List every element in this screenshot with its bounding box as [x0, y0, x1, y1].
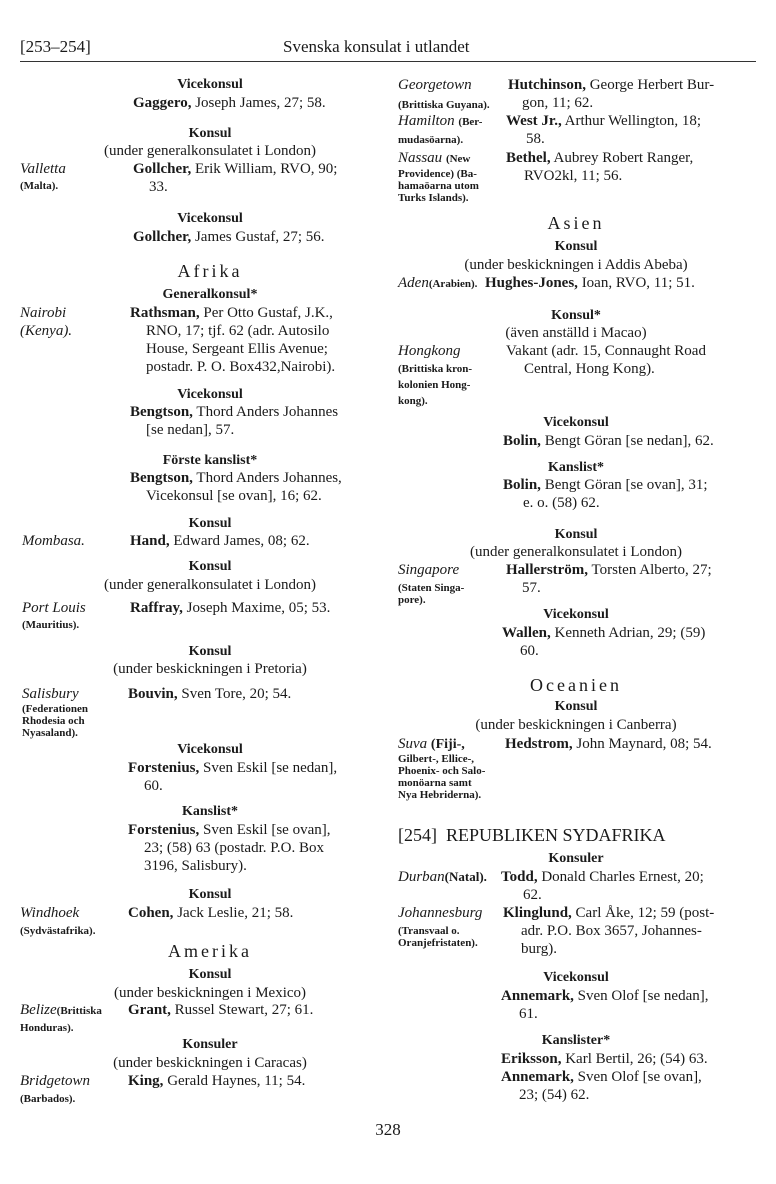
- entry-annemark-1: Annemark, Sven Olof [se nedan], 61.: [501, 988, 709, 1022]
- section-title: REPUBLIKEN SYDAFRIKA: [446, 825, 666, 845]
- entry-todd: Todd, Donald Charles Ernest, 20; 62.: [501, 869, 704, 903]
- location-hamilton: Hamilton (Ber-: [398, 113, 483, 129]
- entry-annemark-2: Annemark, Sven Olof [se ovan], 23; (54) 62.: [501, 1069, 702, 1103]
- page-range: [253–254]: [20, 37, 91, 56]
- entry-vakant: Vakant (adr. 15, Connaught Road Central, Hong Kong).: [506, 343, 706, 377]
- location-windhoek: Windhoek (Sydvästafrika).: [20, 905, 96, 937]
- heading-konsul: Konsul: [188, 516, 232, 531]
- entry-bolin-1: Bolin, Bengt Göran [se nedan], 62.: [503, 433, 714, 449]
- entry-forstenius-2: Forstenius, Sven Eskil [se ovan], 23; (58) 63 (postadr. P.O. Box 3196, Salisbury).: [128, 822, 331, 874]
- heading-vicekonsul: Vicekonsul: [543, 970, 609, 985]
- entry-raffray: Raffray, Joseph Maxime, 05; 53.: [130, 600, 331, 616]
- heading-konsul: Konsul: [188, 887, 232, 902]
- location-georgetown: Georgetown: [398, 77, 472, 93]
- entry-hand: Hand, Edward James, 08; 62.: [130, 533, 310, 549]
- entry-rathsman: Rathsman, Per Otto Gustaf, J.K., RNO, 17; tjf. 62 (adr. Autosilo House, Sergeant Ellis Avenue; postadr. P. O. Box432,Nairobi).: [130, 305, 336, 375]
- region-heading-afrika: Afrika: [177, 261, 243, 281]
- heading-kanslister: Kanslister*: [541, 1033, 611, 1048]
- heading-vicekonsul: Vicekonsul: [543, 415, 609, 430]
- entry-gollcher-james: Gollcher, James Gustaf, 27; 56.: [133, 229, 325, 245]
- heading-konsul: Konsul: [554, 699, 598, 714]
- entry-bethel: Bethel, Aubrey Robert Ranger, RVO2kl, 11; 56.: [506, 150, 694, 184]
- subordination-note: (under beskickningen i Caracas): [113, 1055, 307, 1071]
- location-mombasa: Mombasa.: [22, 533, 85, 549]
- location-hongkong: Hongkong (Brittiska kron- kolonien Hong- kong).: [398, 343, 473, 407]
- section-254: [398, 826, 666, 844]
- subordination-note: (under beskickningen i Pretoria): [113, 661, 307, 677]
- entry-bengtson-2: Bengtson, Thord Anders Johannes, Vicekonsul [se ovan], 16; 62.: [130, 470, 342, 504]
- heading-kanslist: Kanslist*: [547, 460, 604, 475]
- heading-konsul: Konsul: [554, 239, 598, 254]
- heading-konsul: Konsul: [554, 527, 598, 542]
- region-heading-amerika: Amerika: [168, 941, 252, 961]
- entry-hutchinson: Hutchinson, George Herbert Bur- gon, 11; 62.: [508, 77, 715, 111]
- heading-vicekonsul: Vicekonsul: [177, 742, 243, 757]
- entry-gollcher-erik: Gollcher, Erik William, RVO, 90; 33.: [133, 161, 338, 195]
- heading-konsul: Konsul*: [551, 308, 601, 323]
- heading-vicekonsul: Vicekonsul: [177, 387, 243, 402]
- header-rule: [20, 61, 756, 62]
- heading-konsul: Konsul: [188, 559, 232, 574]
- entry-gaggero: Gaggero, Joseph James, 27; 58.: [133, 95, 326, 111]
- location-durban: Durban(Natal).: [398, 869, 487, 885]
- heading-konsul: Konsul: [188, 126, 232, 141]
- subordination-note: (under generalkonsulatet i London): [103, 143, 316, 159]
- location-nairobi: Nairobi (Kenya).: [20, 305, 73, 339]
- location-salisbury: Salisbury (Federationen Rhodesia och Nyasaland).: [22, 686, 88, 739]
- heading-forste-kanslist: Förste kanslist*: [162, 453, 258, 468]
- region-heading-asien: Asien: [547, 213, 605, 233]
- location-nassau: Nassau (New: [398, 150, 471, 166]
- entry-bolin-2: Bolin, Bengt Göran [se ovan], 31; e. o. (58) 62.: [503, 477, 708, 511]
- subordination-note: (under generalkonsulatet i London): [469, 544, 682, 560]
- location-belize-note: Honduras).: [20, 1022, 74, 1034]
- location-aden: Aden(Arabien).: [398, 275, 478, 291]
- subordination-note: (även anställd i Macao): [505, 325, 647, 341]
- heading-konsul: Konsul: [188, 644, 232, 659]
- location-suva: Suva (Fiji-,: [398, 736, 465, 752]
- entry-eriksson: Eriksson, Karl Bertil, 26; (54) 63.: [501, 1051, 708, 1067]
- section-number: [254]: [398, 825, 437, 845]
- location-nassau-note: Providence) (Ba- hamaöarna utom Turks Islands).: [398, 168, 479, 204]
- entry-wallen: Wallen, Kenneth Adrian, 29; (59) 60.: [502, 625, 706, 659]
- location-belize: Belize(Brittiska: [20, 1002, 102, 1018]
- location-bridgetown: Bridgetown (Barbados).: [20, 1073, 90, 1105]
- entry-forstenius-1: Forstenius, Sven Eskil [se nedan], 60.: [128, 760, 338, 794]
- entry-grant: Grant, Russel Stewart, 27; 61.: [128, 1002, 314, 1018]
- entry-king: King, Gerald Haynes, 11; 54.: [128, 1073, 306, 1089]
- location-hamilton-note: mudasöarna).: [398, 134, 464, 146]
- heading-vicekonsul: Vicekonsul: [543, 607, 609, 622]
- entry-bengtson-1: Bengtson, Thord Anders Johannes [se nedan], 57.: [130, 404, 339, 438]
- subordination-note: (under generalkonsulatet i London): [103, 577, 316, 593]
- location-valletta: Valletta (Malta).: [20, 161, 66, 192]
- entry-klinglund: Klinglund, Carl Åke, 12; 59 (post- adr. P.O. Box 3657, Johannes- burg).: [503, 905, 715, 957]
- heading-vicekonsul: Vicekonsul: [177, 211, 243, 226]
- subordination-note: (under beskickningen i Mexico): [113, 985, 307, 1001]
- page-number: 328: [375, 1120, 401, 1139]
- running-title: Svenska konsulat i utlandet: [283, 37, 470, 56]
- subordination-note: (under beskickningen i Addis Abeba): [464, 257, 688, 273]
- heading-konsuler: Konsuler: [182, 1037, 238, 1052]
- region-heading-oceanien: Oceanien: [530, 675, 622, 695]
- entry-hughes-jones: Hughes-Jones, Ioan, RVO, 11; 51.: [485, 275, 695, 291]
- heading-vicekonsul: Vicekonsul: [177, 77, 243, 92]
- location-georgetown-note: (Brittiska Guyana).: [398, 99, 490, 111]
- heading-konsuler: Konsuler: [548, 851, 604, 866]
- entry-hallerstrom: Hallerström, Torsten Alberto, 27; 57.: [506, 562, 712, 596]
- location-singapore: Singapore (Staten Singa- pore).: [398, 562, 465, 606]
- location-suva-note: Gilbert-, Ellice-, Phoenix- och Salo- monöarna samt Nya Hebriderna).: [398, 753, 486, 801]
- heading-kanslist: Kanslist*: [181, 804, 238, 819]
- location-port-louis: Port Louis (Mauritius).: [22, 600, 86, 631]
- entry-cohen: Cohen, Jack Leslie, 21; 58.: [128, 905, 294, 921]
- entry-hedstrom: Hedstrom, John Maynard, 08; 54.: [505, 736, 712, 752]
- heading-konsul: Konsul: [188, 967, 232, 982]
- subordination-note: (under beskickningen i Canberra): [475, 717, 677, 733]
- entry-west-jr: West Jr., Arthur Wellington, 18; 58.: [506, 113, 702, 147]
- entry-bouvin: Bouvin, Sven Tore, 20; 54.: [128, 686, 292, 702]
- location-johannesburg: Johannesburg (Transvaal o. Oranjefristaten).: [398, 905, 483, 949]
- heading-generalkonsul: Generalkonsul*: [162, 287, 258, 302]
